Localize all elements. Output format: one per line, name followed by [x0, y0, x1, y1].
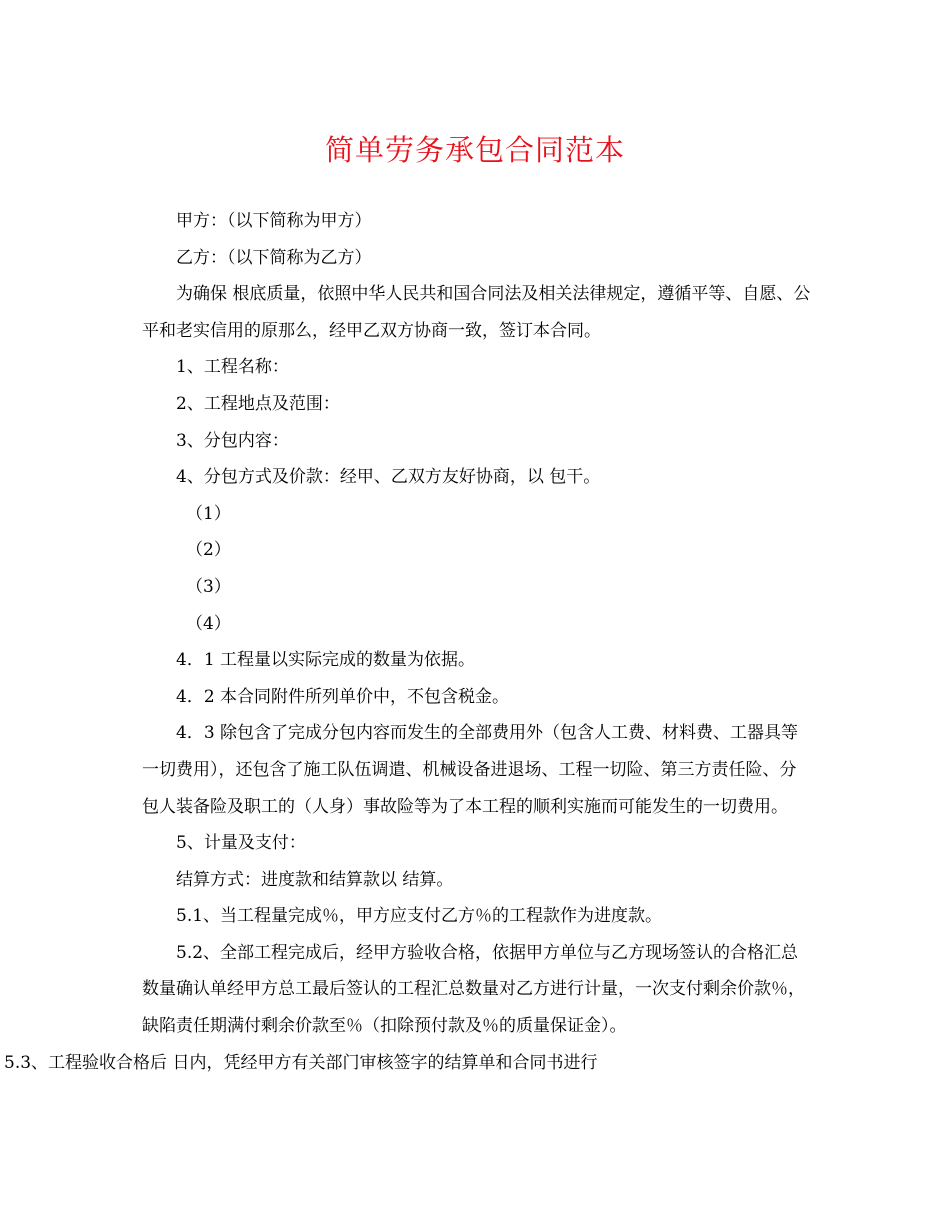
list-item-1: （1） [186, 503, 231, 524]
document-title: 简单劳务承包合同范本 [324, 133, 625, 167]
settlement-method: 结算方式：进度款和结算款以 结算。 [176, 869, 454, 890]
clause-2-location-scope: 2、工程地点及范围： [176, 393, 340, 414]
clause-1-project-name: 1、工程名称： [176, 357, 289, 378]
clause-5-1: 5.1、当工程量完成％，甲方应支付乙方％的工程款作为进度款。 [176, 906, 663, 927]
clause-4-3: 4．3 除包含了完成分包内容而发生的全部费用外（包含人工费、材料费、工器具等一切费用），还包含了施工队伍调遣、机械设备进退场、工程一切险、第三方责任险、分包人装备险及职工的（人身）事故险等为了本工程的顺利实施而可能发生的一切费用。 [142, 723, 799, 817]
clause-5-2: 5.2、全部工程完成后，经甲方验收合格，依据甲方单位与乙方现场签认的合格汇总数量确认单经甲方总工最后签认的工程汇总数量对乙方进行计量，一次支付剩余价款％，缺陷责任期满付剩余价款至％（扣除预付款及％的质量保证金）。 [142, 942, 805, 1037]
document-body [4, 203, 812, 1081]
party-a-line: 甲方：（以下简称为甲方） [176, 211, 372, 231]
clause-4-1: 4．1 工程量以实际完成的数量为依据。 [176, 650, 476, 671]
preamble-paragraph: 为确保 根底质量，依照中华人民共和国合同法及相关法律规定，遵循平等、自愿、公平和老实信用的原那么，经甲乙双方协商一致，签订本合同。 [142, 284, 811, 341]
clause-4-2: 4．2 本合同附件所列单价中，不包含税金。 [176, 686, 510, 707]
clause-5-measure-payment: 5、计量及支付： [176, 833, 306, 854]
clause-3-subcontract-content: 3、分包内容： [176, 430, 289, 451]
clause-4-method-price: 4、分包方式及价款：经甲、乙双方友好协商，以 包干。 [176, 467, 601, 488]
list-item-2: （2） [186, 540, 231, 561]
list-item-3: （3） [186, 576, 231, 597]
list-item-4: （4） [186, 613, 231, 634]
party-b-line: 乙方：（以下简称为乙方） [176, 247, 372, 268]
clause-5-3: 5.3、工程验收合格后 日内，凭经甲方有关部门审核签字的结算单和合同书进行 [4, 1052, 598, 1073]
